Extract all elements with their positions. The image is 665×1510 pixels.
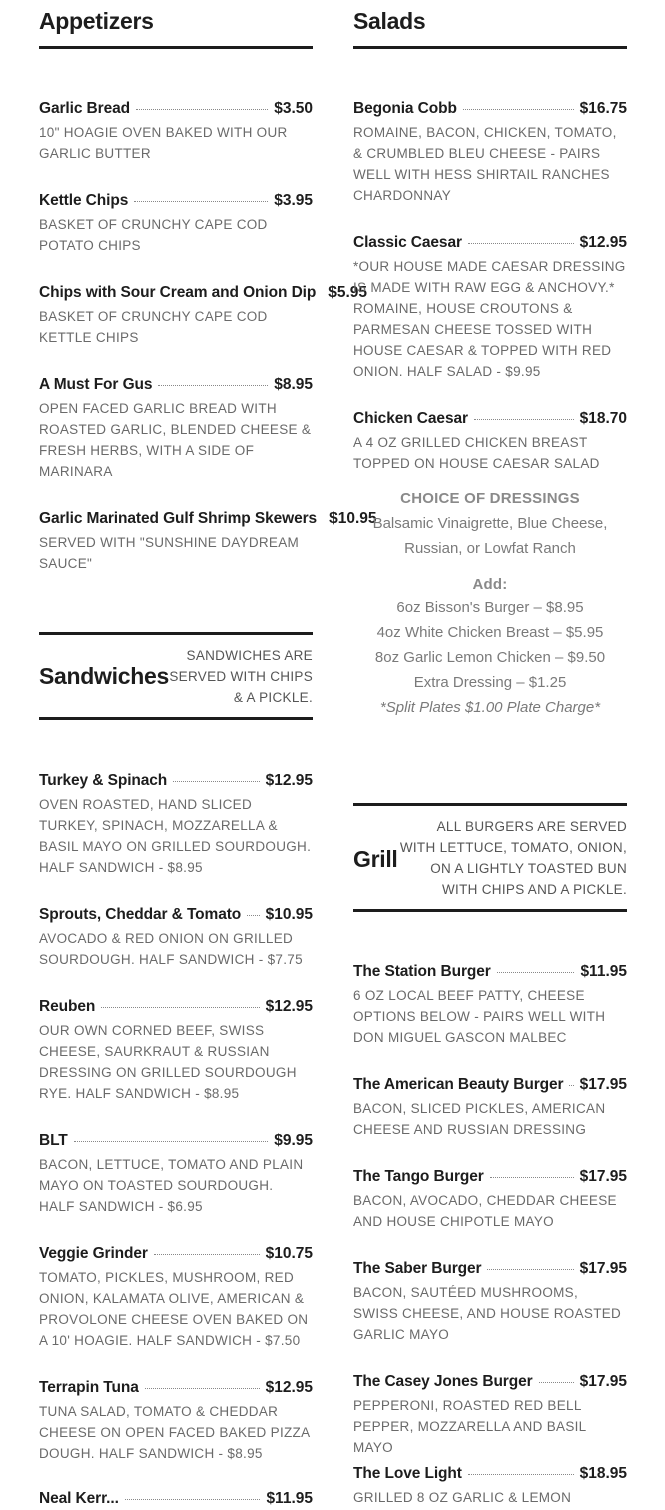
menu-item bbox=[353, 1076, 627, 1140]
item-price: $10.95 bbox=[329, 510, 377, 527]
grill-title: Grill bbox=[353, 846, 398, 872]
item-price: $10.75 bbox=[265, 1245, 313, 1262]
item-description: SERVED WITH "SUNSHINE DAYDREAM SAUCE" bbox=[39, 535, 300, 571]
item-price: $17.95 bbox=[579, 1373, 627, 1390]
menu-item bbox=[39, 1132, 313, 1217]
grill-note: ALL BURGERS ARE SERVED WITH LETTUCE, TOMATO, ONION, ON A LIGHTLY TOASTED BUN WITH CHIPS AND A PICKLE. bbox=[399, 819, 627, 897]
grill-header bbox=[353, 803, 627, 912]
item-price: $18.95 bbox=[579, 1465, 627, 1482]
dot-leader bbox=[154, 1254, 260, 1255]
item-name: The American Beauty Burger bbox=[353, 1076, 564, 1093]
menu-item bbox=[39, 998, 313, 1104]
sandwiches-title: Sandwiches bbox=[39, 663, 169, 689]
menu-item bbox=[353, 1465, 627, 1508]
item-description: OUR OWN CORNED BEEF, SWISS CHEESE, SAURKRAUT & RUSSIAN DRESSING ON GRILLED SOURDOUGH RYE. HALF SANDWICH - $8.95 bbox=[39, 1023, 297, 1101]
menu-item bbox=[39, 1245, 313, 1351]
menu-item bbox=[39, 1490, 313, 1510]
dot-leader bbox=[468, 1474, 574, 1475]
item-description: AVOCADO & RED ONION ON GRILLED SOURDOUGH. HALF SANDWICH - $7.75 bbox=[39, 931, 303, 967]
item-description: BACON, LETTUCE, TOMATO AND PLAIN MAYO ON TOASTED SOURDOUGH. HALF SANDWICH - $6.95 bbox=[39, 1157, 304, 1214]
menu-item bbox=[353, 1168, 627, 1232]
item-name: Garlic Bread bbox=[39, 100, 130, 117]
menu-item bbox=[39, 376, 313, 482]
dot-leader bbox=[145, 1388, 260, 1389]
item-name: Classic Caesar bbox=[353, 234, 462, 251]
item-description: GRILLED 8 OZ GARLIC & LEMON bbox=[353, 1490, 572, 1505]
item-price: $3.50 bbox=[274, 100, 313, 117]
menu-item bbox=[353, 100, 627, 206]
item-name: The Station Burger bbox=[353, 963, 491, 980]
dot-leader bbox=[74, 1141, 269, 1142]
add-line: 8oz Garlic Lemon Chicken – $9.50 bbox=[374, 649, 606, 666]
item-description: OVEN ROASTED, HAND SLICED TURKEY, SPINACH, MOZZARELLA & BASIL MAYO ON GRILLED SOURDOUGH. HALF SANDWICH - $8.95 bbox=[39, 797, 312, 875]
item-price: $11.95 bbox=[266, 1490, 313, 1507]
item-description: BASKET OF CRUNCHY CAPE COD POTATO CHIPS bbox=[39, 217, 268, 253]
item-price: $18.70 bbox=[579, 410, 627, 427]
menu-item bbox=[39, 284, 379, 348]
add-line: Extra Dressing – $1.25 bbox=[413, 674, 567, 691]
split-plate-note: *Split Plates $1.00 Plate Charge* bbox=[379, 699, 601, 716]
item-description: *OUR HOUSE MADE CAESAR DRESSING IS MADE WITH RAW EGG & ANCHOVY.* ROMAINE, HOUSE CROUTONS & PARMESAN CHEESE TOSSED WITH HOUSE CAESAR & TOPPED WITH RED ONION. HALF SALAD - $9.95 bbox=[353, 259, 626, 379]
item-name: Sprouts, Cheddar & Tomato bbox=[39, 906, 242, 923]
sandwiches-note: SANDWICHES ARE SERVED WITH CHIPS & A PICKLE. bbox=[169, 648, 313, 705]
item-name: Begonia Cobb bbox=[353, 100, 457, 117]
menu-item bbox=[353, 234, 627, 382]
item-price: $16.75 bbox=[579, 100, 627, 117]
add-line: 4oz White Chicken Breast – $5.95 bbox=[376, 624, 604, 641]
add-line: 6oz Bisson's Burger – $8.95 bbox=[396, 599, 584, 616]
dot-leader bbox=[463, 109, 574, 110]
item-name: Chicken Caesar bbox=[353, 410, 468, 427]
dot-leader bbox=[497, 972, 575, 973]
dot-leader bbox=[173, 781, 259, 782]
dot-leader bbox=[136, 109, 268, 110]
item-description: BASKET OF CRUNCHY CAPE COD KETTLE CHIPS bbox=[39, 309, 268, 345]
item-name: Veggie Grinder bbox=[39, 1245, 148, 1262]
item-price: $3.95 bbox=[274, 192, 313, 209]
dot-leader bbox=[468, 243, 574, 244]
item-name: Chips with Sour Cream and Onion Dip bbox=[39, 284, 317, 301]
item-price: $17.95 bbox=[579, 1076, 627, 1093]
dot-leader bbox=[247, 915, 259, 916]
item-description: BACON, SLICED PICKLES, AMERICAN CHEESE AND RUSSIAN DRESSING bbox=[353, 1101, 606, 1137]
item-price: $11.95 bbox=[580, 963, 627, 980]
dot-leader bbox=[158, 385, 268, 386]
item-description: TOMATO, PICKLES, MUSHROOM, RED ONION, KALAMATA OLIVE, AMERICAN & PROVOLONE CHEESE OVEN BAKED ON A 10' HOAGIE. HALF SANDWICH - $7.50 bbox=[39, 1270, 309, 1348]
item-description: ROMAINE, BACON, CHICKEN, TOMATO, & CRUMBLED BLEU CHEESE - PAIRS WELL WITH HESS SHIRTAIL RANCHES CHARDONNAY bbox=[353, 125, 617, 203]
item-price: $12.95 bbox=[265, 772, 313, 789]
item-price: $12.95 bbox=[265, 998, 313, 1015]
dot-leader bbox=[125, 1499, 261, 1500]
dot-leader bbox=[134, 201, 268, 202]
appetizers-header bbox=[39, 0, 313, 49]
sandwiches-header bbox=[39, 632, 313, 720]
item-name: Garlic Marinated Gulf Shrimp Skewers bbox=[39, 510, 318, 527]
dot-leader bbox=[487, 1269, 573, 1270]
item-name: Kettle Chips bbox=[39, 192, 129, 209]
dot-leader bbox=[539, 1382, 574, 1383]
dot-leader bbox=[474, 419, 574, 420]
item-name: Reuben bbox=[39, 998, 96, 1015]
item-price: $10.95 bbox=[265, 906, 313, 923]
dressings-block bbox=[353, 490, 627, 720]
menu-item bbox=[353, 963, 627, 1048]
menu-item bbox=[353, 410, 627, 474]
item-description: OPEN FACED GARLIC BREAD WITH ROASTED GARLIC, BLENDED CHEESE & FRESH HERBS, WITH A SIDE OF MARINARA bbox=[39, 401, 312, 479]
dot-leader bbox=[101, 1007, 259, 1008]
dressings-text: Balsamic Vinaigrette, Blue Cheese, Russian, or Lowfat Ranch bbox=[372, 515, 608, 557]
menu-item bbox=[39, 906, 313, 970]
item-name: Turkey & Spinach bbox=[39, 772, 168, 789]
menu-item bbox=[39, 100, 313, 164]
dot-leader bbox=[490, 1177, 574, 1178]
add-title: Add: bbox=[472, 576, 508, 593]
item-description: PEPPERONI, ROASTED RED BELL PEPPER, MOZZARELLA AND BASIL MAYO bbox=[353, 1398, 586, 1455]
dot-leader bbox=[569, 1085, 573, 1086]
item-price: $12.95 bbox=[579, 234, 627, 251]
item-name: The Casey Jones Burger bbox=[353, 1373, 533, 1390]
item-price: $5.95 bbox=[328, 284, 368, 301]
item-description: 10" HOAGIE OVEN BAKED WITH OUR GARLIC BUTTER bbox=[39, 125, 288, 161]
item-price: $17.95 bbox=[579, 1260, 627, 1277]
menu-item bbox=[39, 510, 389, 574]
item-name: The Love Light bbox=[353, 1465, 462, 1482]
item-description: TUNA SALAD, TOMATO & CHEDDAR CHEESE ON OPEN FACED BAKED PIZZA DOUGH. HALF SANDWICH - $8.95 bbox=[39, 1404, 310, 1461]
item-price: $9.95 bbox=[274, 1132, 313, 1149]
item-price: $17.95 bbox=[579, 1168, 627, 1185]
item-price: $12.95 bbox=[265, 1379, 313, 1396]
item-name: The Saber Burger bbox=[353, 1260, 482, 1277]
salads-title: Salads bbox=[353, 8, 426, 34]
dressings-title: CHOICE OF DRESSINGS bbox=[400, 490, 580, 507]
item-description: BACON, AVOCADO, CHEDDAR CHEESE AND HOUSE CHIPOTLE MAYO bbox=[353, 1193, 617, 1229]
item-name: Terrapin Tuna bbox=[39, 1379, 139, 1396]
item-description: BACON, SAUTÉED MUSHROOMS, SWISS CHEESE, AND HOUSE ROASTED GARLIC MAYO bbox=[353, 1285, 622, 1342]
item-name: A Must For Gus bbox=[39, 376, 153, 393]
item-description: A 4 OZ GRILLED CHICKEN BREAST TOPPED ON HOUSE CAESAR SALAD bbox=[353, 435, 600, 471]
menu-item bbox=[353, 1260, 627, 1345]
item-name: The Tango Burger bbox=[353, 1168, 484, 1185]
menu-item bbox=[39, 192, 313, 256]
item-price: $8.95 bbox=[274, 376, 313, 393]
item-name: BLT bbox=[39, 1132, 68, 1149]
menu-item bbox=[353, 1373, 627, 1458]
menu-item bbox=[39, 772, 313, 878]
item-name: Neal Kerr... bbox=[39, 1490, 119, 1507]
menu-item bbox=[39, 1379, 313, 1464]
appetizers-title: Appetizers bbox=[39, 8, 154, 34]
salads-header bbox=[353, 0, 627, 49]
item-description: 6 OZ LOCAL BEEF PATTY, CHEESE OPTIONS BELOW - PAIRS WELL WITH DON MIGUEL GASCON MALBEC bbox=[353, 988, 606, 1045]
